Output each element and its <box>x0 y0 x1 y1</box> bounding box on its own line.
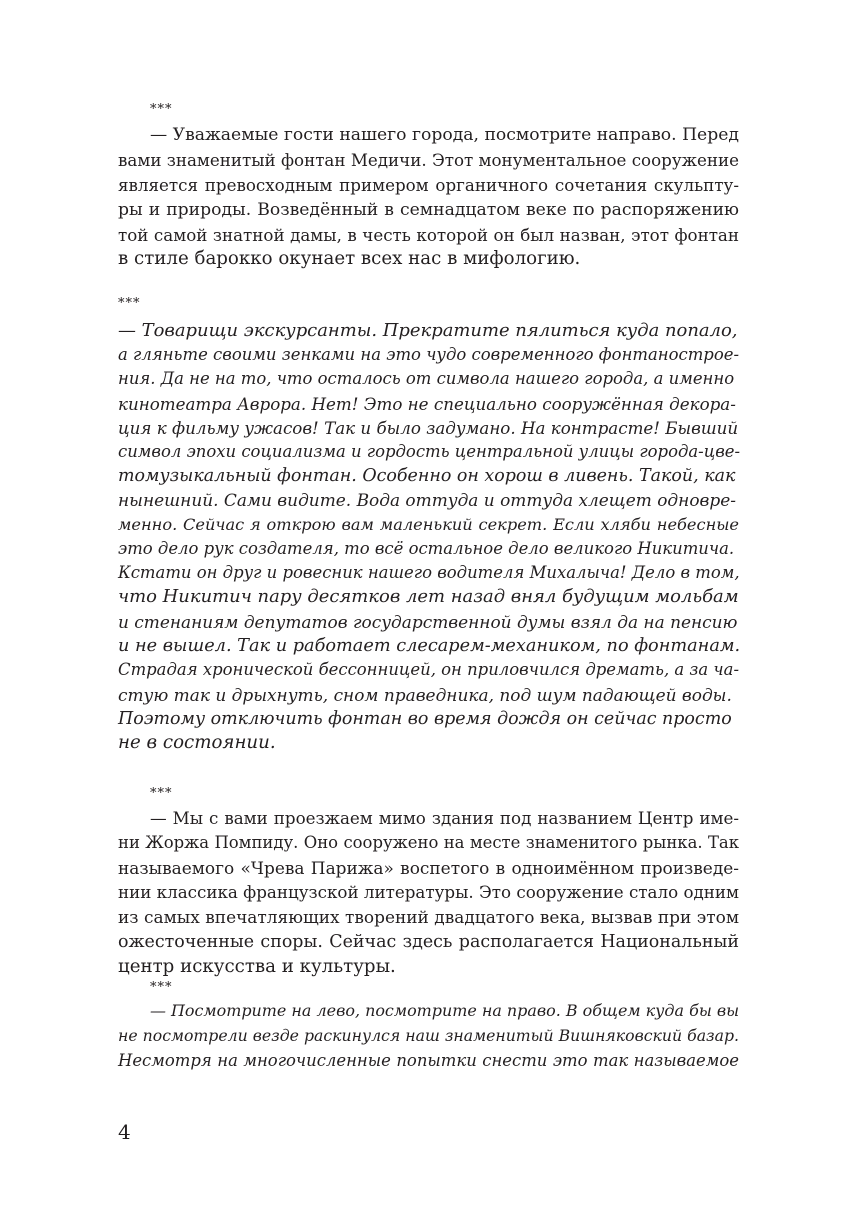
text-line: менно. Сейчас я открою вам маленький секрет. Если хляби небесные <box>118 515 739 534</box>
text-line: вами знаменитый фонтан Медичи. Этот монументальное сооружение <box>118 150 739 170</box>
text-line: это дело рук создателя, то всё остальное дело великого Никитича. <box>118 539 735 558</box>
text-line: Страдая хронической бессонницей, он приловчился дремать, а за ча- <box>118 660 739 679</box>
text-line: — Уважаемые гости нашего города, посмотрите направо. Перед <box>150 125 739 145</box>
text-line: томузыкальный фонтан. Особенно он хорош в ливень. Такой, как <box>118 466 736 486</box>
text-line: ция к фильму ужасов! Так и было задумано. На контрасте! Бывший <box>118 418 739 438</box>
text-line: кинотеатра Аврора. Нет! Это не специально сооружённая декора- <box>118 394 736 414</box>
text-line: Несмотря на многочисленные попытки снести это так называемое <box>118 1051 739 1070</box>
section-separator: *** <box>118 296 141 311</box>
text-line: стую так и дрыхнуть, сном праведника, под шум падающей воды. <box>118 685 732 705</box>
text-line: Поэтому отключить фонтан во время дождя он сейчас просто <box>118 709 732 729</box>
section-separator: *** <box>150 786 173 801</box>
text-line: в стиле барокко окунает всех нас в мифологию. <box>118 248 581 269</box>
text-line: — Посмотрите на лево, посмотрите на право. В общем куда бы вы <box>150 1001 740 1020</box>
text-line: не посмотрели везде раскинулся наш знаменитый Вишняковский базар. <box>118 1026 739 1045</box>
page-number: 4 <box>118 1120 131 1144</box>
text-line: а гляньте своими зенками на это чудо современного фонтанострое- <box>118 345 739 364</box>
text-line: называемого «Чрева Парижа» воспетого в одноимённом произведе- <box>118 858 739 878</box>
text-line: центр искусства и культуры. <box>118 956 396 977</box>
text-line: нынешний. Сами видите. Вода оттуда и оттуда хлещет одновре- <box>118 490 736 510</box>
text-line: и стенаниям депутатов государственной думы взял да на пенсию <box>118 612 738 632</box>
text-line: Кстати он друг и ровесник нашего водителя Михалыча! Дело в том, <box>118 563 740 582</box>
text-line: является превосходным примером органичного сочетания скульпту- <box>118 175 739 195</box>
text-line: ния. Да не на то, что осталось от символа нашего города, а именно <box>118 369 735 388</box>
text-line: — Товарищи экскурсанты. Прекратите пялиться куда попало, <box>118 320 738 341</box>
text-line: нии классика французской литературы. Это сооружение стало одним <box>118 882 739 902</box>
section-separator: *** <box>150 102 173 117</box>
text-line: из самых впечатляющих творений двадцатого века, вызвав при этом <box>118 907 739 927</box>
text-line: ры и природы. Возведённый в семнадцатом веке по распоряжению <box>118 200 739 220</box>
text-line: символ эпохи социализма и гордость центральной улицы города-цве- <box>118 442 741 461</box>
text-line: — Мы с вами проезжаем мимо здания под названием Центр име- <box>150 808 739 828</box>
text-line: той самой знатной дамы, в честь которой он был назван, этот фонтан <box>118 225 739 245</box>
text-line: не в состоянии. <box>118 732 276 753</box>
text-line: ни Жоржа Помпиду. Оно сооружено на месте знаменитого рынка. Так <box>118 833 739 852</box>
text-line: и не вышел. Так и работает слесарем-механиком, по фонтанам. <box>118 636 741 656</box>
section-separator: *** <box>150 980 173 995</box>
text-line: что Никитич пару десятков лет назад внял будущим мольбам <box>118 586 739 607</box>
text-line: ожесточенные споры. Сейчас здесь располагается Национальный <box>118 932 739 952</box>
